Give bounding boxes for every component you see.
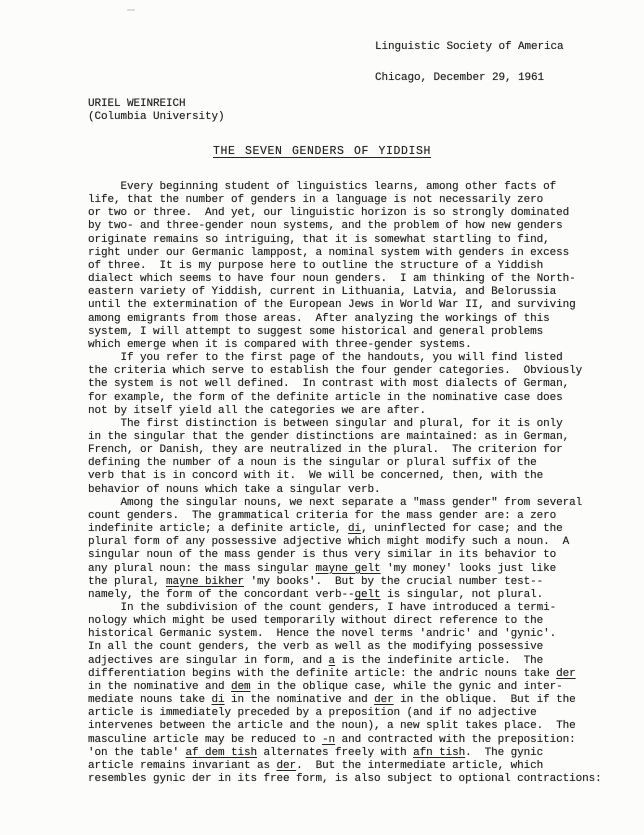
text-line: namely, the form of the concordant verb--gelt is singular, not plural.: [88, 588, 544, 601]
text-line: any plural noun: the mass singular mayne gelt 'my money' looks just like: [88, 562, 557, 575]
text-line: system, I will attempt to suggest some historical and general problems: [88, 325, 544, 338]
text-line: verb that is in concord with it. We will be concerned, then, with the: [88, 470, 544, 483]
text-line: If you refer to the first page of the handouts, you will find listed: [88, 352, 563, 365]
text-line: among emigrants from those areas. After analyzing the workings of this: [88, 312, 550, 325]
text-line: adjectives are singular in form, and a is the indefinite article. The: [88, 654, 544, 667]
underlined-term: di: [211, 694, 225, 707]
text-line: for example, the form of the definite article in the nominative case does: [88, 391, 563, 404]
text-line: intervenes between the article and the noun), a new split takes place. The: [88, 720, 576, 733]
underlined-term: gelt: [354, 588, 381, 601]
text-line: life, that the number of genders in a language is not necessarily zero: [88, 194, 544, 207]
underlined-term: mayne gelt: [315, 562, 381, 575]
underlined-term: der: [374, 694, 394, 707]
text-line: defining the number of a noun is the singular or plural suffix of the: [88, 457, 537, 470]
text-line: by two- and three-gender noun systems, and the problem of how new genders: [88, 220, 563, 233]
underlined-term: der: [276, 759, 297, 772]
text-line: singular noun of the mass gender is thus very similar in its behavior to: [88, 549, 557, 562]
text-line: nology which might be used temporarily without direct reference to the: [88, 615, 544, 628]
text-line: the plural, mayne bikher 'my books'. But by the crucial number test--: [88, 575, 544, 588]
underlined-term: mayne bikher: [166, 575, 245, 588]
text-line: the system is not well defined. In contrast with most dialects of German,: [88, 378, 570, 391]
text-line: count genders. The grammatical criteria for the mass gender are: a zero: [88, 509, 557, 522]
scan-speck: [127, 9, 135, 11]
text-line: mediate nouns take di in the nominative and der in the oblique. But if the: [88, 694, 576, 707]
text-line: The first distinction is between singular and plural, for it is only: [88, 417, 563, 430]
text-line: in the nominative and dem in the oblique case, while the gynic and inter-: [88, 680, 563, 693]
text-line: of three. It is my purpose here to outline the structure of a Yiddish: [88, 259, 544, 272]
text-line: until the extermination of the European Jews in World War II, and surviving: [88, 299, 576, 312]
underlined-term: di: [348, 523, 362, 536]
body-text: [88, 181, 618, 786]
text-line: the criteria which serve to establish the four gender categories. Obviously: [88, 365, 583, 378]
text-line: In all the count genders, the verb as well as the modifying possessive: [88, 641, 544, 654]
text-line: historical Germanic system. Hence the novel terms 'andric' and 'gynic'.: [88, 628, 557, 641]
text-line: which emerge when it is compared with three-gender systems.: [88, 338, 472, 351]
text-line: indefinite article; a definite article, di, uninflected for case; and the: [88, 523, 563, 536]
author-affiliation: (Columbia University): [88, 110, 225, 123]
text-line: 'on the table' af dem tish alternates freely with afn tish. The gynic: [88, 746, 544, 759]
text-line: eastern variety of Yiddish, current in Lithuania, Latvia, and Belorussia: [88, 286, 557, 299]
underlined-term: -n: [322, 733, 336, 746]
text-line: Every beginning student of linguistics learns, among other facts of: [88, 181, 557, 193]
underlined-term: dem: [231, 680, 251, 693]
text-line: dialect which seems to have four noun genders. I am thinking of the North-: [88, 273, 576, 286]
conference-header: [375, 41, 564, 84]
text-line: right under our Germanic lamppost, a nominal system with genders in excess: [88, 246, 570, 259]
author-name: URIEL WEINREICH: [88, 98, 186, 110]
underlined-term: af dem tish: [185, 746, 258, 759]
text-line: masculine article may be reduced to -n and contracted with the preposition:: [88, 733, 576, 746]
text-line: in the singular that the gender distinctions are maintained: as in German,: [88, 430, 570, 443]
text-line: plural form of any possessive adjective which might modify such a noun. A: [88, 536, 570, 549]
text-line: behavior of nouns which take a singular verb.: [88, 483, 381, 496]
text-line: In the subdivision of the count genders, I have introduced a termi-: [88, 602, 557, 614]
text-line: French, or Danish, they are neutralized in the plural. The criterion for: [88, 444, 563, 457]
text-line: not by itself yield all the categories we are after.: [88, 404, 427, 417]
text-line: or two or three. And yet, our linguistic horizon is so strongly dominated: [88, 207, 570, 220]
organization-line: Linguistic Society of America: [375, 41, 564, 53]
text-line: resembles gynic der in its free form, is also subject to optional contractions:: [88, 773, 602, 786]
date-line: Chicago, December 29, 1961: [375, 72, 545, 84]
text-line: Among the singular nouns, we next separate a "mass gender" from several: [88, 496, 583, 509]
underlined-term: a: [328, 654, 336, 667]
underlined-term: afn tish: [413, 746, 466, 759]
page-title: THE SEVEN GENDERS OF YIDDISH: [212, 145, 432, 158]
underlined-term: der: [556, 667, 576, 680]
text-line: article remains invariant as der. But the intermediate article, which: [88, 759, 544, 772]
author-block: [88, 98, 225, 123]
text-line: originate remains so intriguing, that it is somewhat startling to find,: [88, 233, 550, 246]
text-line: article is immediately preceded by a preposition (and if no adjective: [88, 707, 537, 720]
text-line: differentiation begins with the definite article: the andric nouns take der: [88, 667, 576, 680]
